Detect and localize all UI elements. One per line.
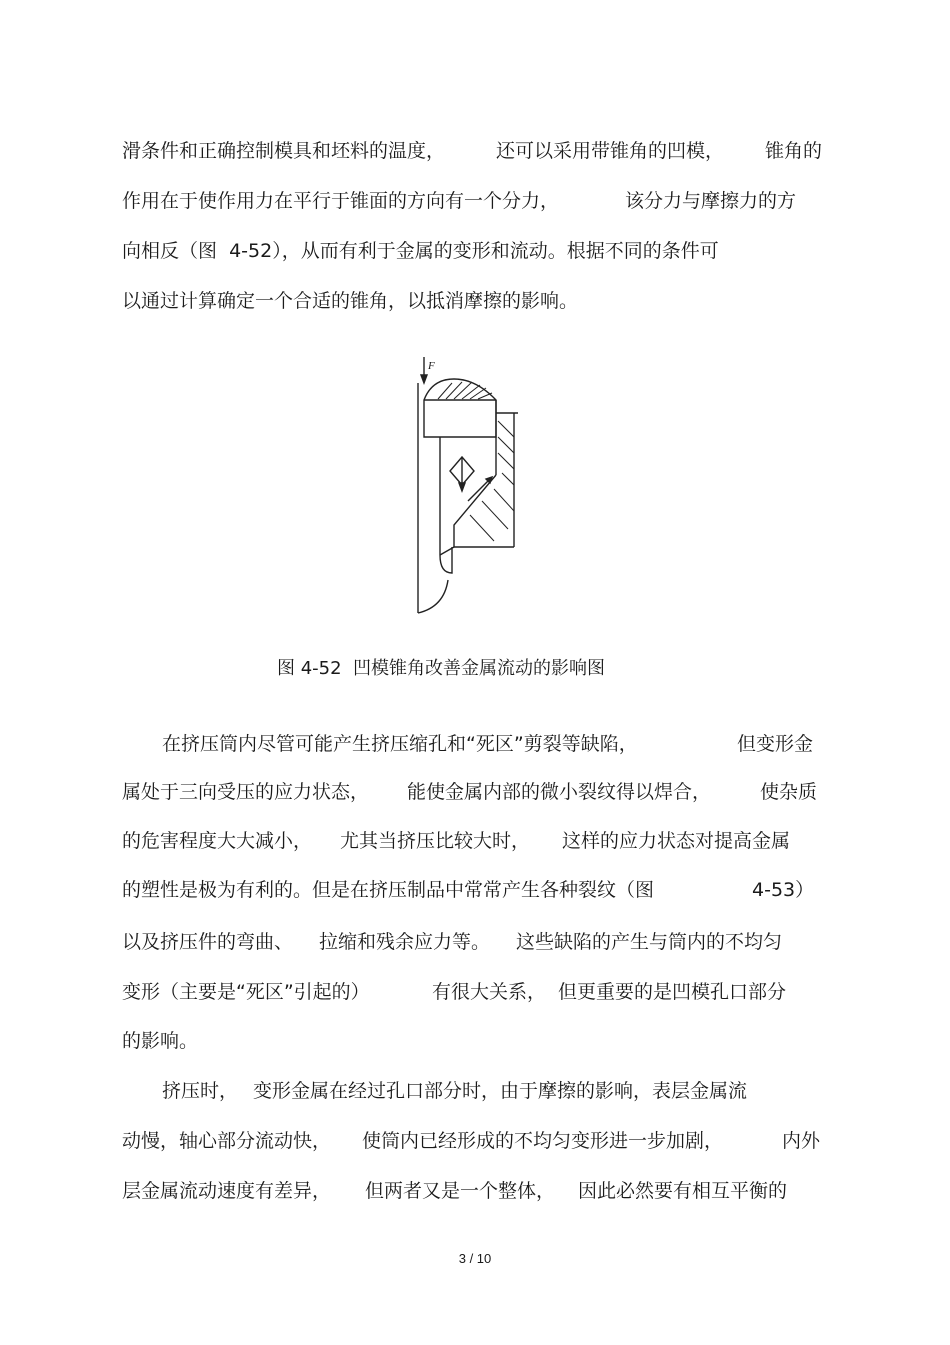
- text-segment: 向相反（图 4-52），从而有利于金属的变形和流动。根据不同的条件可: [122, 240, 719, 262]
- text-line: [0, 927, 950, 957]
- page-number: 3 / 10: [458, 1251, 492, 1266]
- figure-caption: 图 4-52 凹模锥角改善金属流动的影响图: [277, 658, 606, 679]
- text-segment: 但两者又是一个整体，: [365, 1180, 556, 1202]
- text-segment: 动慢，轴心部分流动快，: [122, 1130, 332, 1152]
- text-segment: 拉缩和残余应力等。: [319, 931, 491, 953]
- text-line: [0, 729, 950, 759]
- text-segment: 的危害程度大大减小，: [122, 830, 313, 852]
- punch-hatching: [438, 382, 492, 399]
- text-segment: 锥角的: [765, 140, 823, 162]
- text-segment: 层金属流动速度有差异，: [122, 1180, 332, 1202]
- text-segment: 滑条件和正确控制模具和坯料的温度，: [122, 140, 446, 162]
- text-segment: 的影响。: [122, 1030, 199, 1052]
- text-segment: 这些缺陷的产生与筒内的不均匀: [516, 931, 783, 953]
- text-segment: 这样的应力状态对提高金属: [562, 830, 791, 852]
- text-segment: 内外: [782, 1130, 821, 1152]
- text-line: [0, 286, 950, 316]
- text-line: [0, 977, 950, 1007]
- text-line: [0, 186, 950, 216]
- text-line: [0, 1126, 950, 1156]
- text-segment: 有很大关系，: [432, 981, 547, 1003]
- text-line: [0, 236, 950, 266]
- text-segment: 变形（主要是“死区”引起的）: [122, 981, 370, 1003]
- extrudate-outline: [440, 437, 452, 573]
- text-segment: 4-53）: [752, 879, 815, 901]
- force-label: F: [428, 360, 435, 372]
- text-line: [0, 136, 950, 166]
- text-line: [0, 777, 950, 807]
- text-segment: 挤压时，: [162, 1080, 239, 1102]
- die-hatching: [470, 489, 514, 541]
- text-line: [0, 875, 950, 905]
- text-segment: 使杂质: [760, 781, 818, 803]
- text-line: [0, 1026, 950, 1056]
- friction-arrow: [468, 479, 490, 501]
- punch-section: [424, 379, 496, 437]
- text-line: [0, 1176, 950, 1206]
- text-segment: 变形金属在经过孔口部分时，由于摩擦的影响，表层金属流: [253, 1080, 748, 1102]
- text-segment: 以通过计算确定一个合适的锥角，以抵消摩擦的影响。: [122, 290, 579, 312]
- text-line: [0, 826, 950, 856]
- die-cone-angle-figure: [410, 355, 530, 620]
- text-segment: 但变形金: [737, 733, 814, 755]
- text-segment: 能使金属内部的微小裂纹得以焊合，: [407, 781, 712, 803]
- text-segment: 但更重要的是凹模孔口部分: [558, 981, 787, 1003]
- text-segment: 的塑性是极为有利的。但是在挤压制品中常常产生各种裂纹（图: [122, 879, 655, 901]
- text-segment: 该分力与摩擦力的方: [625, 190, 797, 212]
- text-segment: 尤其当挤压比较大时，: [340, 830, 531, 852]
- force-arrowhead: [421, 375, 427, 383]
- text-segment: 属处于三向受压的应力状态，: [122, 781, 370, 803]
- text-segment: 作用在于使作用力在平行于锥面的方向有一个分力，: [122, 190, 560, 212]
- text-segment: 因此必然要有相互平衡的: [578, 1180, 788, 1202]
- text-segment: 在挤压筒内尽管可能产生挤压缩孔和“死区”剪裂等缺陷，: [162, 733, 638, 755]
- container-hatching: [498, 421, 514, 485]
- text-segment: 以及挤压件的弯曲、: [122, 931, 294, 953]
- text-segment: 还可以采用带锥角的凹模，: [496, 140, 725, 162]
- text-line: [0, 1076, 950, 1106]
- text-segment: 使筒内已经形成的不均匀变形进一步加剧，: [362, 1130, 724, 1152]
